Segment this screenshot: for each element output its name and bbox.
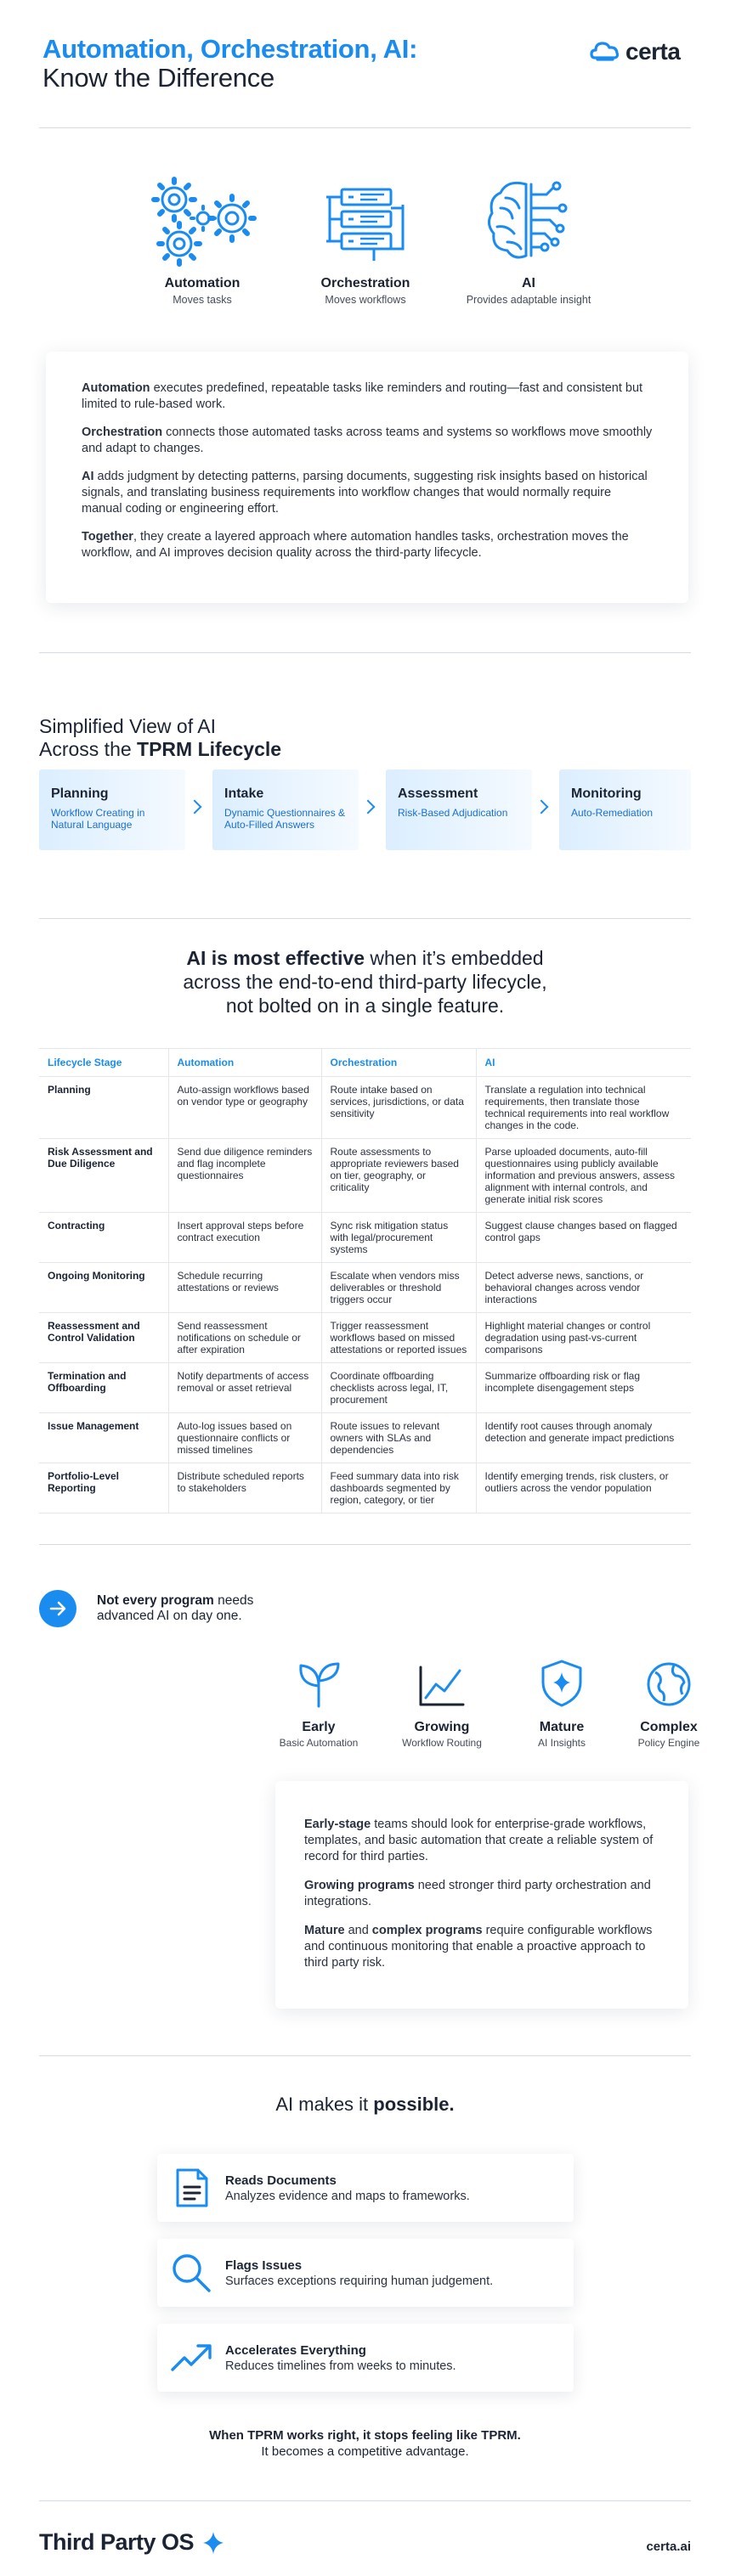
table-cell: Coordinate offboarding checklists across legal, IT, procurement [321,1363,476,1413]
table-cell: Send reassessment notifications on schedule or after expiration [168,1313,321,1363]
maturity-growing [387,1660,497,1749]
note-text: teams should look for enterprise-grade workflows, templates, and basic automation that create a reliable system of record for third parties. [304,1818,654,1863]
table-cell: Auto-log issues based on questionnaire conflicts or missed timelines [168,1413,321,1463]
maturity-intro [97,1593,253,1624]
table-row [39,1213,691,1263]
effective-bold: AI is most effective [186,947,365,969]
maturity-note [304,1817,658,1865]
feature-subtitle: Analyzes evidence and maps to frameworks. [225,2189,470,2203]
table-row [39,1263,691,1313]
maturity-title: Growing [414,1720,470,1734]
note-bold: complex programs [371,1924,483,1937]
divider [39,127,691,128]
feature-title: Flags Issues [225,2258,303,2273]
maturity-mature [506,1660,617,1749]
pillar-ai [465,166,592,306]
pillar-title: Orchestration [320,276,410,290]
definition-ai [82,469,653,517]
stage-subtitle: Auto-Remediation [571,807,654,819]
shield-sparkle-icon [540,1659,584,1708]
table-cell: Route assessments to appropriate reviewers based on tier, geography, or criticality [321,1139,476,1213]
trend-up-icon [169,2341,213,2375]
certa-logo [590,38,680,65]
table-cell: Auto-assign workflows based on vendor type or geography [168,1077,321,1139]
closing-line2: It becomes a competitive advantage. [261,2444,469,2459]
stage-intake [212,769,359,850]
feature-title: Reads Documents [225,2173,337,2188]
footer-brand-text: Third Party OS [39,2529,195,2555]
footer-url[interactable]: certa.ai [646,2539,691,2554]
table-row [39,1139,691,1213]
table-cell: Escalate when vendors miss deliverables or threshold triggers occur [321,1263,476,1313]
column-header: Automation [168,1049,321,1077]
stage-subtitle: Dynamic Questionnaires & Auto-Filled Answers [224,807,346,831]
lifecycle-heading-bold: TPRM Lifecycle [137,738,282,760]
table-row [39,1463,691,1513]
table-row [39,1077,691,1139]
maturity-notes-card [275,1781,688,2009]
logo-text: certa [625,38,681,65]
stage-title: Intake [224,786,264,801]
table-cell: Parse uploaded documents, auto-fill questionnaires using publicly available information and previous answers, assess alignment with internal controls, and generate initial risk scores [476,1139,691,1213]
globe-icon [645,1660,693,1708]
note-text: require configurable workflows and continuous monitoring that enable a proactive approach to third party risk. [304,1924,653,1970]
effective-rest: when it’s embedded [365,947,544,969]
table-cell: Send due diligence reminders and flag incomplete questionnaires [168,1139,321,1213]
table-cell: Trigger reassessment workflows based on missed attestations or reported issues [321,1313,476,1363]
pillar-subtitle: Moves tasks [173,294,232,306]
table-cell: Notify departments of access removal or asset retrieval [168,1363,321,1413]
column-header: Lifecycle Stage [39,1049,168,1077]
table-cell: Feed summary data into risk dashboards segmented by region, category, or tier [321,1463,476,1513]
stage-title: Monitoring [571,786,642,801]
effective-line2: across the end-to-end third-party lifecycle, [183,971,547,993]
maturity-subtitle: Policy Engine [637,1737,700,1749]
closing-statement [0,2427,730,2460]
table-cell: Risk Assessment and Due Diligence [39,1139,168,1213]
table-cell: Translate a regulation into technical requirements, then translate those technical requirements into real workflow changes in the code. [476,1077,691,1139]
note-bold: Early-stage [304,1818,371,1831]
stage-title: Planning [51,786,109,801]
column-header: Orchestration [321,1049,476,1077]
column-header: AI [476,1049,691,1077]
stage-subtitle: Risk-Based Adjudication [398,807,508,819]
divider [39,918,691,919]
maturity-intro-rest: needs [213,1593,254,1608]
definition-term: Automation [82,381,150,395]
divider [39,652,691,653]
table-row [39,1363,691,1413]
table-cell: Schedule recurring attestations or reviews [168,1263,321,1313]
table-row [39,1313,691,1363]
stage-title: Assessment [398,786,478,801]
table-cell: Suggest clause changes based on flagged control gaps [476,1213,691,1263]
chevron-right-icon [188,800,202,815]
maturity-intro-line1 [97,1593,253,1609]
lifecycle-heading-prefix: Across the [39,738,138,760]
maturity-note [304,1923,658,1971]
pillar-title: AI [522,276,535,290]
table-cell: Issue Management [39,1413,168,1463]
brain-circuit-icon [482,174,575,268]
definition-text: connects those automated tasks across teams and systems so workflows move smoothly and adapt to changes. [82,426,653,455]
pillar-subtitle: Provides adaptable insight [466,294,591,306]
definition-orchestration [82,425,653,457]
table-cell: Identify emerging trends, risk clusters, or outliers across the vendor population [476,1463,691,1513]
arrow-right-circle-icon [39,1590,76,1627]
footer-brand [39,2529,224,2556]
table-cell: Summarize offboarding risk or flag incomplete disengagement steps [476,1363,691,1413]
page-title-line2: Know the Difference [42,63,274,93]
table-cell: Portfolio-Level Reporting [39,1463,168,1513]
definition-term: AI [82,470,94,483]
effective-statement [0,946,730,1017]
divider [39,2500,691,2501]
effective-line3: not bolted on in a single feature. [225,995,505,1017]
closing-bold: When TPRM works right, it stops feeling like TPRM. [209,2428,521,2443]
feature-flags-issues [157,2239,574,2307]
magnifier-icon [170,2252,212,2294]
maturity-title: Early [302,1720,336,1734]
lifecycle-table [39,1048,691,1513]
definition-text: adds judgment by detecting patterns, parsing documents, suggesting risk insights based on historical signals, and translating business requirements into workflow changes that would normally require manual coding or engineering effort. [82,470,648,516]
definition-term: Together [82,530,133,544]
note-text: and [344,1924,372,1937]
stage-subtitle: Workflow Creating in Natural Language [51,807,145,831]
sparkle-icon [202,2531,224,2555]
table-header-row [39,1049,691,1077]
note-bold: Mature [304,1924,345,1937]
maturity-subtitle: Workflow Routing [402,1737,482,1749]
maturity-title: Mature [539,1720,585,1734]
chevron-right-icon [361,800,376,815]
lifecycle-heading-line1: Simplified View of AI [39,715,216,737]
definition-text: , they create a layered approach where automation handles tasks, orchestration moves the workflow, and AI improves decision quality across the third-party lifecycle. [82,530,629,560]
possible-heading [0,2094,730,2116]
effective-line1 [0,946,730,970]
table-cell: Detect adverse news, sanctions, or behavioral changes across vendor interactions [476,1263,691,1313]
maturity-complex [614,1660,724,1749]
document-icon [173,2167,210,2209]
note-bold: Growing programs [304,1879,415,1892]
definition-automation [82,380,653,413]
pillar-orchestration [302,166,429,306]
maturity-subtitle: AI Insights [537,1737,586,1749]
divider [39,2055,691,2056]
table-cell: Highlight material changes or control degradation using past-vs-current comparisons [476,1313,691,1363]
gears-icon [147,174,257,268]
divider [39,1544,691,1545]
workflow-icon [323,183,408,268]
stage-monitoring [559,769,691,850]
definition-term: Orchestration [82,426,163,439]
maturity-title: Complex [640,1720,698,1734]
pillar-automation [139,166,266,306]
maturity-early [263,1660,374,1749]
maturity-note [304,1878,658,1910]
table-cell: Reassessment and Control Validation [39,1313,168,1363]
pillar-subtitle: Moves workflows [325,294,406,306]
definition-together [82,529,653,561]
feature-reads-documents [157,2154,574,2222]
growth-chart-icon [417,1664,467,1708]
table-cell: Sync risk mitigation status with legal/procurement systems [321,1213,476,1263]
stage-assessment [386,769,532,850]
table-cell: Route issues to relevant owners with SLAs and dependencies [321,1413,476,1463]
feature-subtitle: Reduces timelines from weeks to minutes. [225,2359,456,2373]
lifecycle-heading [39,715,281,761]
feature-accelerates-everything [157,2324,574,2392]
chevron-right-icon [535,800,549,815]
sprout-icon [296,1660,342,1708]
feature-title: Accelerates Everything [225,2342,366,2358]
lifecycle-heading-line2 [39,738,281,761]
possible-bold: possible. [373,2094,455,2115]
pillar-title: Automation [164,276,241,290]
cloud-logo-icon [590,39,620,65]
table-cell: Contracting [39,1213,168,1263]
maturity-intro-bold: Not every program [97,1593,214,1608]
arrow-right-icon [48,1599,67,1618]
table-cell: Termination and Offboarding [39,1363,168,1413]
table-cell: Route intake based on services, jurisdictions, or data sensitivity [321,1077,476,1139]
note-text: need stronger third party orchestration and integrations. [304,1879,651,1908]
maturity-subtitle: Basic Automation [279,1737,359,1749]
table-cell: Insert approval steps before contract execution [168,1213,321,1263]
table-cell: Planning [39,1077,168,1139]
table-row [39,1413,691,1463]
feature-subtitle: Surfaces exceptions requiring human judgement. [225,2274,494,2288]
table-cell: Ongoing Monitoring [39,1263,168,1313]
definition-text: executes predefined, repeatable tasks like reminders and routing—fast and consistent but limited to rule-based work. [82,381,643,411]
possible-prefix: AI makes it [275,2094,374,2115]
maturity-intro-line2: advanced AI on day one. [97,1609,242,1623]
stage-planning [39,769,185,850]
page-title-line1: Automation, Orchestration, AI: [42,34,418,64]
table-cell: Identify root causes through anomaly detection and generate impact predictions [476,1413,691,1463]
table-cell: Distribute scheduled reports to stakeholders [168,1463,321,1513]
definitions-card [46,352,688,603]
